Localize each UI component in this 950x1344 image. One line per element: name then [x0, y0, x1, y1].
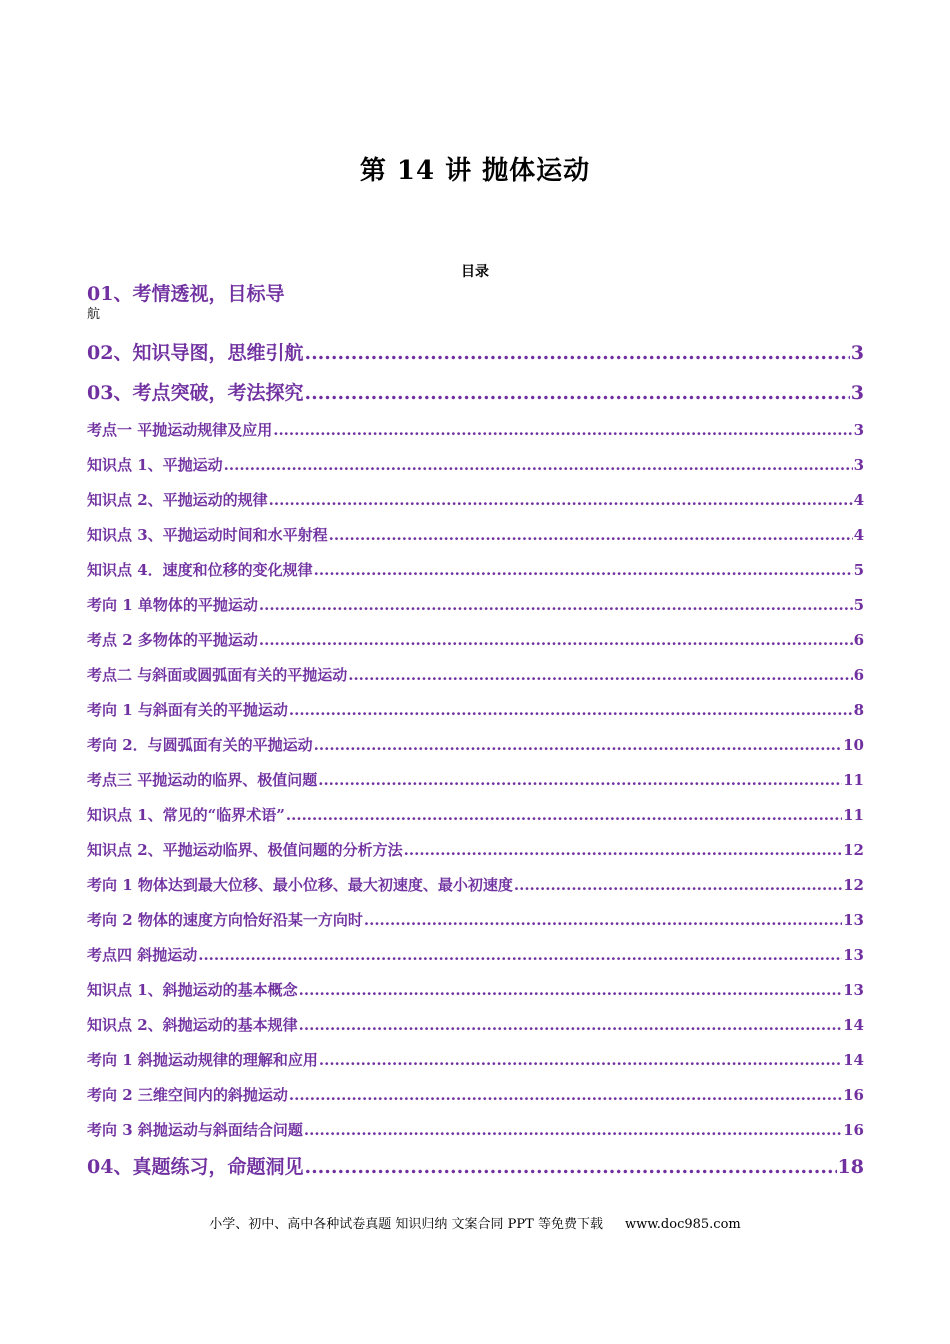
toc-entry-text: 考点 2 多物体的平抛运动 [87, 631, 258, 649]
toc-entry-text: 考向 1 斜抛运动规律的理解和应用 [87, 1051, 318, 1069]
page-title: 第 14 讲 抛体运动 [359, 156, 591, 186]
toc-entry-text: 知识点 2、平抛运动的规律 [87, 491, 268, 509]
toc-page-number: 3 [853, 456, 864, 474]
toc-leader-dots [259, 596, 853, 614]
toc-entry-text: 知识点 1、平抛运动 [87, 456, 223, 474]
toc-entry-01-wrap: 航 [87, 307, 101, 322]
toc-page-number: 6 [853, 631, 864, 649]
toc-entry-text: 知识点 2、平抛运动临界、极值问题的分析方法 [87, 841, 403, 859]
toc-entry-text: 考向 1 单物体的平抛运动 [87, 596, 258, 614]
toc-leader-dots [319, 1051, 842, 1069]
toc-page-number: 10 [843, 736, 864, 754]
toc-leader-dots [304, 1121, 842, 1139]
toc-entry-text: 知识点 2、斜抛运动的基本规律 [87, 1016, 298, 1034]
toc-page-number: 16 [843, 1121, 864, 1139]
toc-leader-dots [269, 491, 853, 509]
toc-leader-dots [289, 1086, 842, 1104]
toc-page-number: 12 [843, 841, 864, 859]
toc-leader-dots [329, 526, 853, 544]
toc-page-number: 8 [853, 701, 864, 719]
toc-page-number: 18 [837, 1156, 864, 1178]
toc-page-number: 11 [843, 806, 864, 824]
toc-leader-dots [273, 421, 852, 439]
toc-entry[interactable] [87, 629, 864, 650]
toc-leader-dots [259, 631, 853, 649]
toc-leader-dots [348, 666, 852, 684]
toc-page-number: 5 [853, 561, 864, 579]
toc-entry[interactable] [87, 594, 864, 615]
toc-entry[interactable] [87, 804, 864, 825]
toc-entry-text: 考点三 平抛运动的临界、极值问题 [87, 771, 318, 789]
toc-page-number: 4 [853, 491, 864, 509]
toc-leader-dots [286, 806, 842, 824]
toc-leader-dots [314, 561, 853, 579]
page-footer [0, 1213, 950, 1232]
toc-leader-dots [318, 771, 842, 789]
toc-entry-01-text: 01、考情透视，目标导 [87, 283, 285, 305]
toc-entry[interactable] [87, 454, 864, 475]
toc-entry-text: 考点二 与斜面或圆弧面有关的平抛运动 [87, 666, 348, 684]
toc-entry[interactable] [87, 524, 864, 545]
toc-entry[interactable] [87, 489, 864, 510]
toc-leader-dots [299, 981, 842, 999]
toc-entry[interactable] [87, 944, 864, 965]
toc-entry[interactable] [87, 909, 864, 930]
toc-leader-dots [299, 1016, 842, 1034]
toc-entry-text: 知识点 1、斜抛运动的基本概念 [87, 981, 298, 999]
toc-heading: 目录 [461, 264, 489, 280]
toc-entry[interactable] [87, 769, 864, 790]
toc-entry-text: 知识点 1、常见的“临界术语” [87, 806, 285, 824]
toc-entry-text: 考点四 斜抛运动 [87, 946, 198, 964]
toc-entry-text: 02、知识导图，思维引航 [87, 342, 304, 364]
toc-entry-text: 知识点 4．速度和位移的变化规律 [87, 561, 313, 579]
toc-leader-dots [304, 342, 849, 364]
toc-entry[interactable] [87, 874, 864, 895]
toc-entry[interactable] [87, 699, 864, 720]
toc-entry[interactable] [87, 664, 864, 685]
toc-page-number: 4 [853, 526, 864, 544]
toc-entry[interactable] [87, 419, 864, 440]
toc-leader-dots [304, 1156, 836, 1178]
toc-page-number: 16 [843, 1086, 864, 1104]
toc-entry-text: 04、真题练习，命题洞见 [87, 1156, 304, 1178]
toc-leader-dots [304, 382, 849, 404]
toc-entry[interactable] [87, 559, 864, 580]
toc-entry-text: 考向 2．与圆弧面有关的平抛运动 [87, 736, 313, 754]
toc-page-number: 14 [843, 1051, 864, 1069]
toc-entry[interactable] [87, 1152, 864, 1179]
toc-leader-dots [289, 701, 853, 719]
toc-entry[interactable] [87, 338, 864, 365]
toc-page-number: 13 [843, 946, 864, 964]
toc-entry-01[interactable] [87, 281, 864, 323]
toc-entry-text: 考向 2 三维空间内的斜抛运动 [87, 1086, 288, 1104]
toc-entry[interactable] [87, 979, 864, 1000]
toc-page-number: 12 [843, 876, 864, 894]
toc-entry[interactable] [87, 378, 864, 405]
toc-entry-text: 考向 1 与斜面有关的平抛运动 [87, 701, 288, 719]
toc-entry[interactable] [87, 839, 864, 860]
toc-entry[interactable] [87, 1014, 864, 1035]
toc-entry-text: 考向 2 物体的速度方向恰好沿某一方向时 [87, 911, 363, 929]
toc-entry[interactable] [87, 1049, 864, 1070]
toc-entry[interactable] [87, 1119, 864, 1140]
toc-leader-dots [404, 841, 842, 859]
toc-leader-dots [514, 876, 842, 894]
toc-page-number: 6 [853, 666, 864, 684]
toc-leader-dots [224, 456, 853, 474]
toc-page-number: 11 [843, 771, 864, 789]
toc-page-number: 5 [853, 596, 864, 614]
toc-entry[interactable] [87, 734, 864, 755]
toc-page-number: 13 [843, 911, 864, 929]
toc-entry-text: 知识点 3、平抛运动时间和水平射程 [87, 526, 328, 544]
toc-leader-dots [314, 736, 842, 754]
toc-leader-dots [364, 911, 842, 929]
toc-entry[interactable] [87, 1084, 864, 1105]
footer-text: 小学、初中、高中各种试卷真题 知识归纳 文案合同 PPT 等免费下载 [209, 1217, 603, 1232]
toc-page-number: 14 [843, 1016, 864, 1034]
toc-page-number: 3 [850, 342, 864, 364]
toc-entry-text: 考点一 平抛运动规律及应用 [87, 421, 273, 439]
toc-page-number: 3 [850, 382, 864, 404]
toc-leader-dots [198, 946, 842, 964]
toc-entry-text: 03、考点突破，考法探究 [87, 382, 304, 404]
toc-entry-text: 考向 1 物体达到最大位移、最小位移、最大初速度、最小初速度 [87, 876, 513, 894]
toc-page-number: 13 [843, 981, 864, 999]
toc-entry-text: 考向 3 斜抛运动与斜面结合问题 [87, 1121, 303, 1139]
footer-url[interactable]: www.doc985.com [624, 1217, 741, 1232]
toc-page-number: 3 [853, 421, 864, 439]
